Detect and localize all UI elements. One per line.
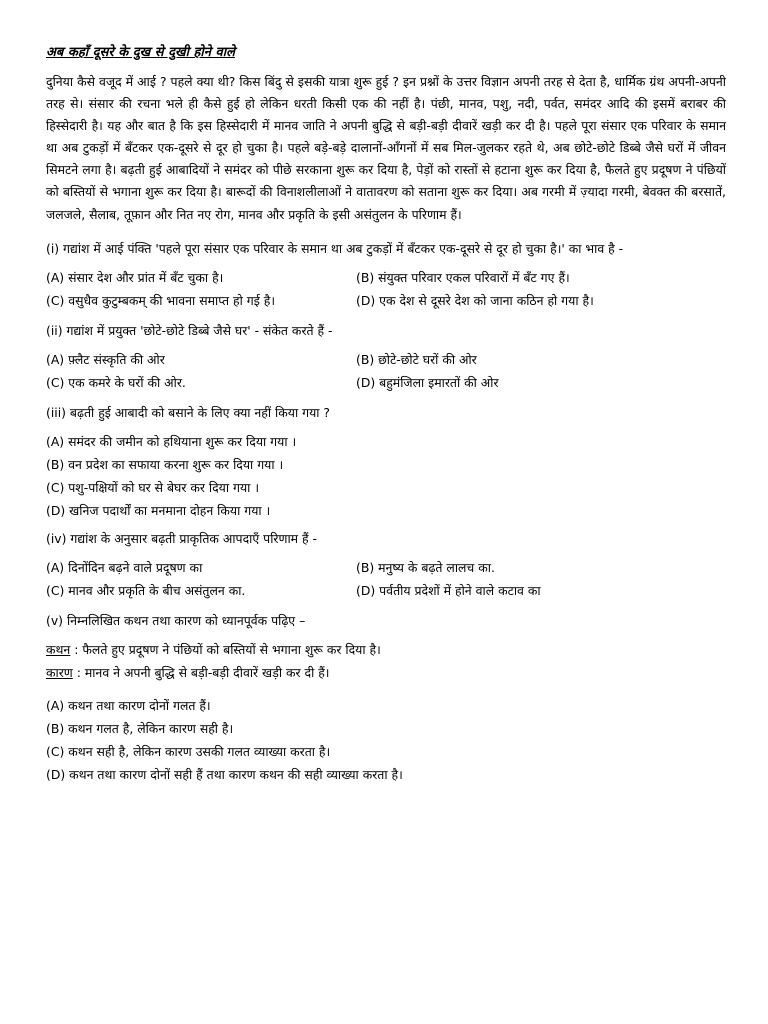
option-a: (A) फ़्लैट संस्कृति की ओर xyxy=(46,351,165,367)
question-3 xyxy=(46,402,726,522)
question-4-text: (iv) गद्यांश के अनुसार बढ़ती प्राकृतिक आपदाएँ परिणाम हैं - xyxy=(46,530,317,546)
option-b: (B) कथन गलत है, लेकिन कारण सही है। xyxy=(46,720,234,736)
assertion-text: : फैलते हुए प्रदूषण ने पंछियों को बस्तियों से भगाना शुरू कर दिया है। xyxy=(70,641,381,657)
passage-text: दुनिया कैसे वजूद में आई ? पहले क्या थी? किस बिंदु से इसकी यात्रा शुरू हुई ? इन प्रश्नों के उत्तर विज्ञान अपनी तरह से देता है, धार्मिक ग्रंथ अपनी-अपनी तरह से। संसार की रचना भले ही कैसे हुई हो लेकिन धरती किसी एक की नहीं है। पंछी, मानव, पशु, नदी, पर्वत, समंदर आदि की इसमें बराबर की हिस्सेदारी है। यह और बात है कि इस हिस्सेदारी में मानव जाति ने अपनी बुद्धि से बड़ी-बड़ी दीवारें खड़ी कर दी है। पहले पूरा संसार एक परिवार के समान था अब टुकड़ों में बँटकर एक-दूसरे से दूर हो चुका है। पहले बड़े-बड़े दालानों-आँगनों में सब मिल-जुलकर रहते थे, अब छोटे-छोटे डिब्बे जैसे घरों में जीवन सिमटने लगा है। बढ़ती हुई आबादियों ने समंदर को पीछे सरकाना शुरू कर दिया है, पेड़ों को रास्तों से हटाना शुरू कर दिया है, फैलते हुए प्रदूषण ने पंछियों को बस्तियों से भगाना शुरू कर दिया है। बारूदों की विनाशलीलाओं ने वातावरण को सताना शुरू कर दिया। अब गरमी में ज़्यादा गरमी, बेवक्त की बरसातें, जलजले, सैलाब, तूफ़ान और नित नए रोग, मानव और प्रकृति के इसी असंतुलन के परिणाम हैं। xyxy=(46,74,726,222)
option-d: (D) खनिज पदार्थों का मनमाना दोहन किया गया । xyxy=(46,502,271,518)
option-b: (B) छोटे-छोटे घरों की ओर xyxy=(356,351,477,367)
question-2-options xyxy=(46,348,726,394)
option-c: (C) वसुधैव कुटुम्बकम् की भावना समाप्त हो गई है। xyxy=(46,292,276,308)
question-4 xyxy=(46,528,726,602)
assertion-line xyxy=(46,638,726,661)
question-1-text: (i) गद्यांश में आई पंक्ति 'पहले पूरा संसार एक परिवार के समान था अब टुकड़ों में बँटकर एक-दूसरे से दूर हो चुका है।' का भाव है - xyxy=(46,240,624,256)
question-3-options xyxy=(46,430,726,522)
assertion-label: कथन xyxy=(46,641,71,657)
option-c: (C) कथन सही है, लेकिन कारण उसकी गलत व्याख्या करता है। xyxy=(46,743,331,759)
question-5-text: (v) निम्नलिखित कथन तथा कारण को ध्यानपूर्वक पढ़िए – xyxy=(46,612,306,628)
reason-label: कारण xyxy=(46,664,73,680)
option-c: (C) एक कमरे के घरों की ओर. xyxy=(46,374,186,390)
option-d: (D) बहुमंजिला इमारतों की ओर xyxy=(356,374,499,390)
option-a: (A) कथन तथा कारण दोनों गलत हैं। xyxy=(46,697,211,713)
option-b: (B) संयुक्त परिवार एकल परिवारों में बँट गए हैं। xyxy=(356,269,570,285)
option-d: (D) एक देश से दूसरे देश को जाना कठिन हो गया है। xyxy=(356,292,594,308)
question-1-options xyxy=(46,266,726,312)
reason-line xyxy=(46,661,726,684)
passage-title: अब कहाँ दूसरे के दुख से दुखी होने वाले xyxy=(46,45,235,60)
reason-text: : मानव ने अपनी बुद्धि से बड़ी-बड़ी दीवारें खड़ी कर दी हैं। xyxy=(72,664,330,680)
question-1 xyxy=(46,238,726,312)
question-3-text: (iii) बढ़ती हुई आबादी को बसाने के लिए क्या नहीं किया गया ? xyxy=(46,404,330,420)
question-2 xyxy=(46,320,726,394)
question-5 xyxy=(46,610,726,786)
option-a: (A) दिनोंदिन बढ़ने वाले प्रदूषण का xyxy=(46,559,203,575)
assertion-reason xyxy=(46,638,726,684)
document-page xyxy=(46,44,726,792)
option-d: (D) पर्वतीय प्रदेशों में होने वाले कटाव का xyxy=(356,582,541,598)
option-a: (A) संसार देश और प्रांत में बँट चुका है। xyxy=(46,269,224,285)
option-c: (C) मानव और प्रकृति के बीच असंतुलन का. xyxy=(46,582,246,598)
option-a: (A) समंदर की जमीन को हथियाना शुरू कर दिया गया । xyxy=(46,433,297,449)
question-2-text: (ii) गद्यांश में प्रयुक्त 'छोटे-छोटे डिब्बे जैसे घर' - संकेत करते हैं - xyxy=(46,322,333,338)
option-b: (B) वन प्रदेश का सफाया करना शुरू कर दिया गया । xyxy=(46,456,284,472)
option-d: (D) कथन तथा कारण दोनों सही हैं तथा कारण कथन की सही व्याख्या करता है। xyxy=(46,766,403,782)
option-c: (C) पशु-पक्षियों को घर से बेघर कर दिया गया । xyxy=(46,479,260,495)
question-4-options xyxy=(46,556,726,602)
question-5-options xyxy=(46,694,726,786)
option-b: (B) मनुष्य के बढ़ते लालच का. xyxy=(356,559,495,575)
